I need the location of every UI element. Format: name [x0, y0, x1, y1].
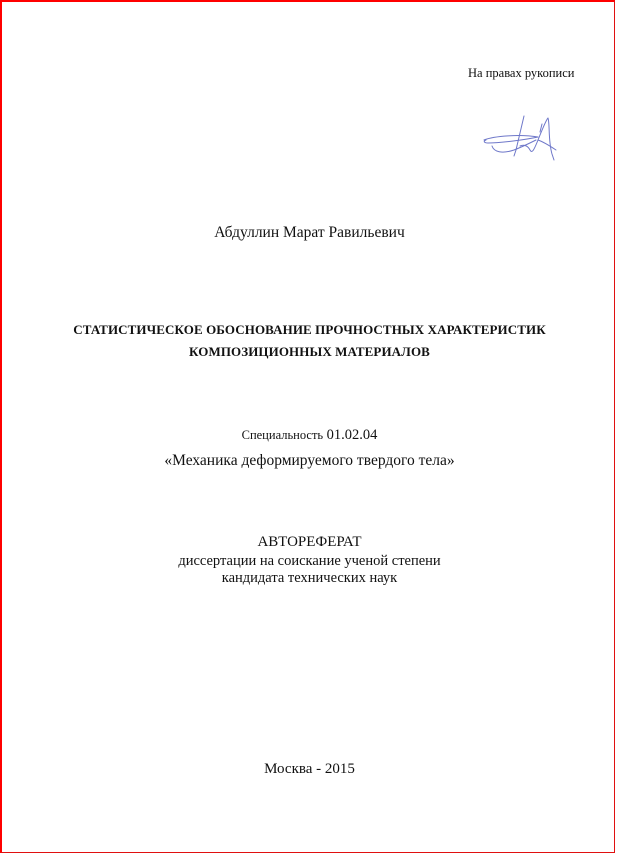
specialty-name: «Механика деформируемого твердого тела»	[164, 452, 455, 469]
specialty-label: Специальность	[241, 428, 324, 442]
author-name: Абдуллин Марат Равильевич	[214, 224, 405, 241]
dissertation-title-line-1: СТАТИСТИЧЕСКОЕ ОБОСНОВАНИЕ ПРОЧНОСТНЫХ ХАРАКТЕРИСТИК	[73, 322, 546, 337]
dissertation-title-line-2: КОМПОЗИЦИОННЫХ МАТЕРИАЛОВ	[189, 344, 430, 359]
document-type-description-line-2: кандидата технических наук	[221, 570, 398, 586]
specialty-line	[2, 427, 617, 444]
document-type-description-line-1: диссертации на соискание ученой степени	[178, 553, 441, 569]
rights-notice: На правах рукописи	[468, 66, 575, 80]
specialty-code: 01.02.04	[326, 427, 378, 443]
document-type-heading: АВТОРЕФЕРАТ	[257, 534, 362, 550]
signature-icon	[480, 110, 570, 165]
city-year: Москва - 2015	[264, 761, 355, 777]
